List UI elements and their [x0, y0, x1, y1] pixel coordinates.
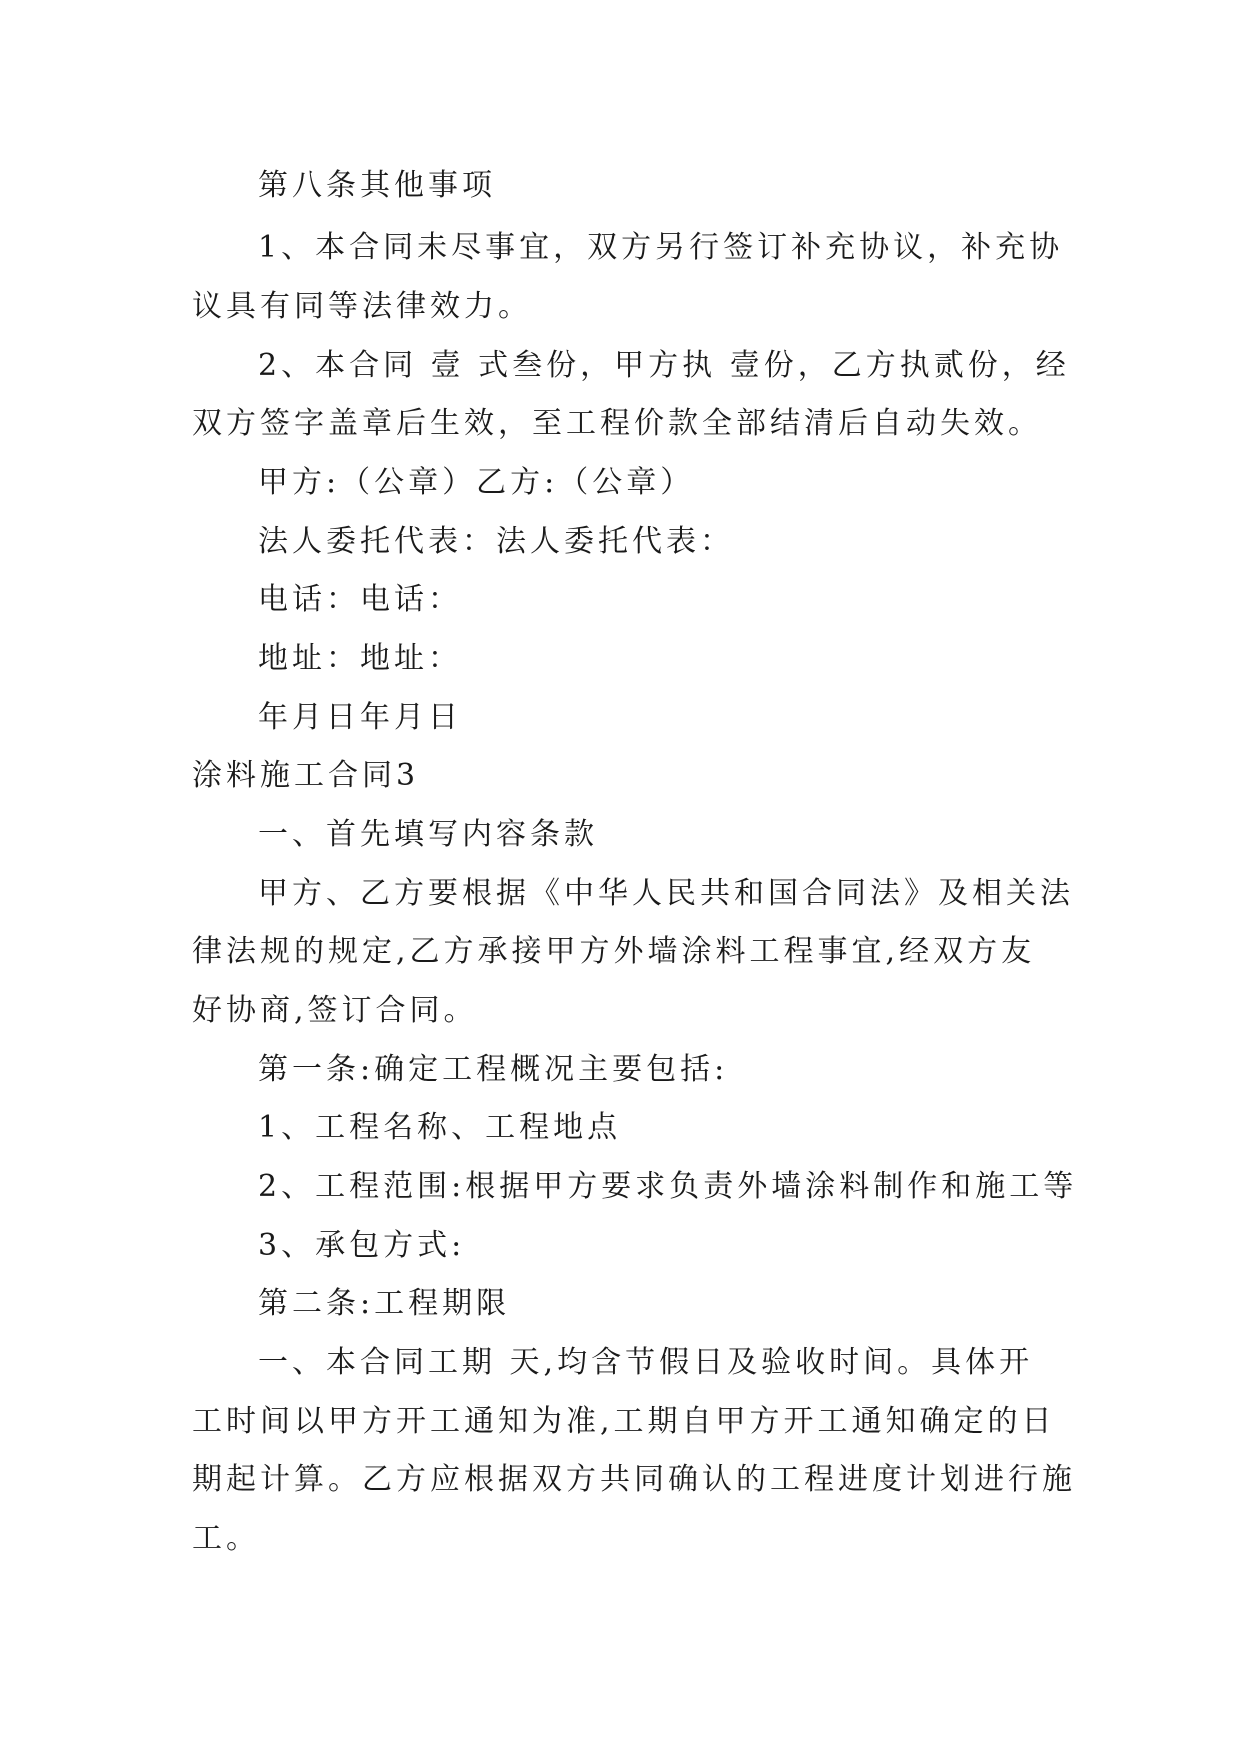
signature-address: 地址：地址： — [258, 641, 462, 676]
article-1-item-1: 1、工程名称、工程地点 — [258, 1110, 622, 1145]
article-2-para-line-2: 工时间以甲方开工通知为准,工期自甲方开工通知确定的日 — [192, 1404, 1056, 1439]
article-1-item-2: 2、工程范围:根据甲方要求负责外墙涂料制作和施工等 — [258, 1169, 1078, 1204]
part-1-heading: 一、首先填写内容条款 — [258, 817, 598, 852]
section-8-heading: 第八条其他事项 — [258, 168, 496, 203]
clause-8-1-line-1: 1、本合同未尽事宜，双方另行签订补充协议，补充协 — [258, 230, 1064, 265]
article-1-item-3: 3、承包方式: — [258, 1228, 466, 1263]
signature-phone: 电话：电话： — [258, 582, 462, 617]
article-2-para-line-4: 工。 — [192, 1521, 260, 1556]
clause-8-2-line-2: 双方签字盖章后生效，至工程价款全部结清后自动失效。 — [192, 406, 1042, 441]
signature-representative: 法人委托代表：法人委托代表： — [258, 524, 734, 559]
article-2-heading: 第二条:工程期限 — [258, 1286, 511, 1321]
clause-8-1-line-2: 议具有同等法律效力。 — [192, 289, 532, 324]
clause-8-2-line-1: 2、本合同 壹 式叁份，甲方执 壹份，乙方执贰份，经 — [258, 348, 1070, 383]
preamble-line-3: 好协商,签订合同。 — [192, 993, 478, 1028]
article-2-para-line-1: 一、本合同工期 天,均含节假日及验收时间。具体开 — [258, 1345, 1034, 1380]
article-2-para-line-3: 期起计算。乙方应根据双方共同确认的工程进度计划进行施 — [192, 1462, 1076, 1497]
article-1-heading: 第一条:确定工程概况主要包括: — [258, 1052, 729, 1087]
preamble-line-2: 律法规的规定,乙方承接甲方外墙涂料工程事宜,经双方友 — [192, 934, 1036, 969]
preamble-line-1: 甲方、乙方要根据《中华人民共和国合同法》及相关法 — [258, 876, 1074, 911]
signature-seal-line: 甲方:（公章）乙方:（公章） — [258, 465, 695, 500]
signature-date: 年月日年月日 — [258, 700, 462, 735]
contract-3-title: 涂料施工合同3 — [192, 758, 420, 793]
